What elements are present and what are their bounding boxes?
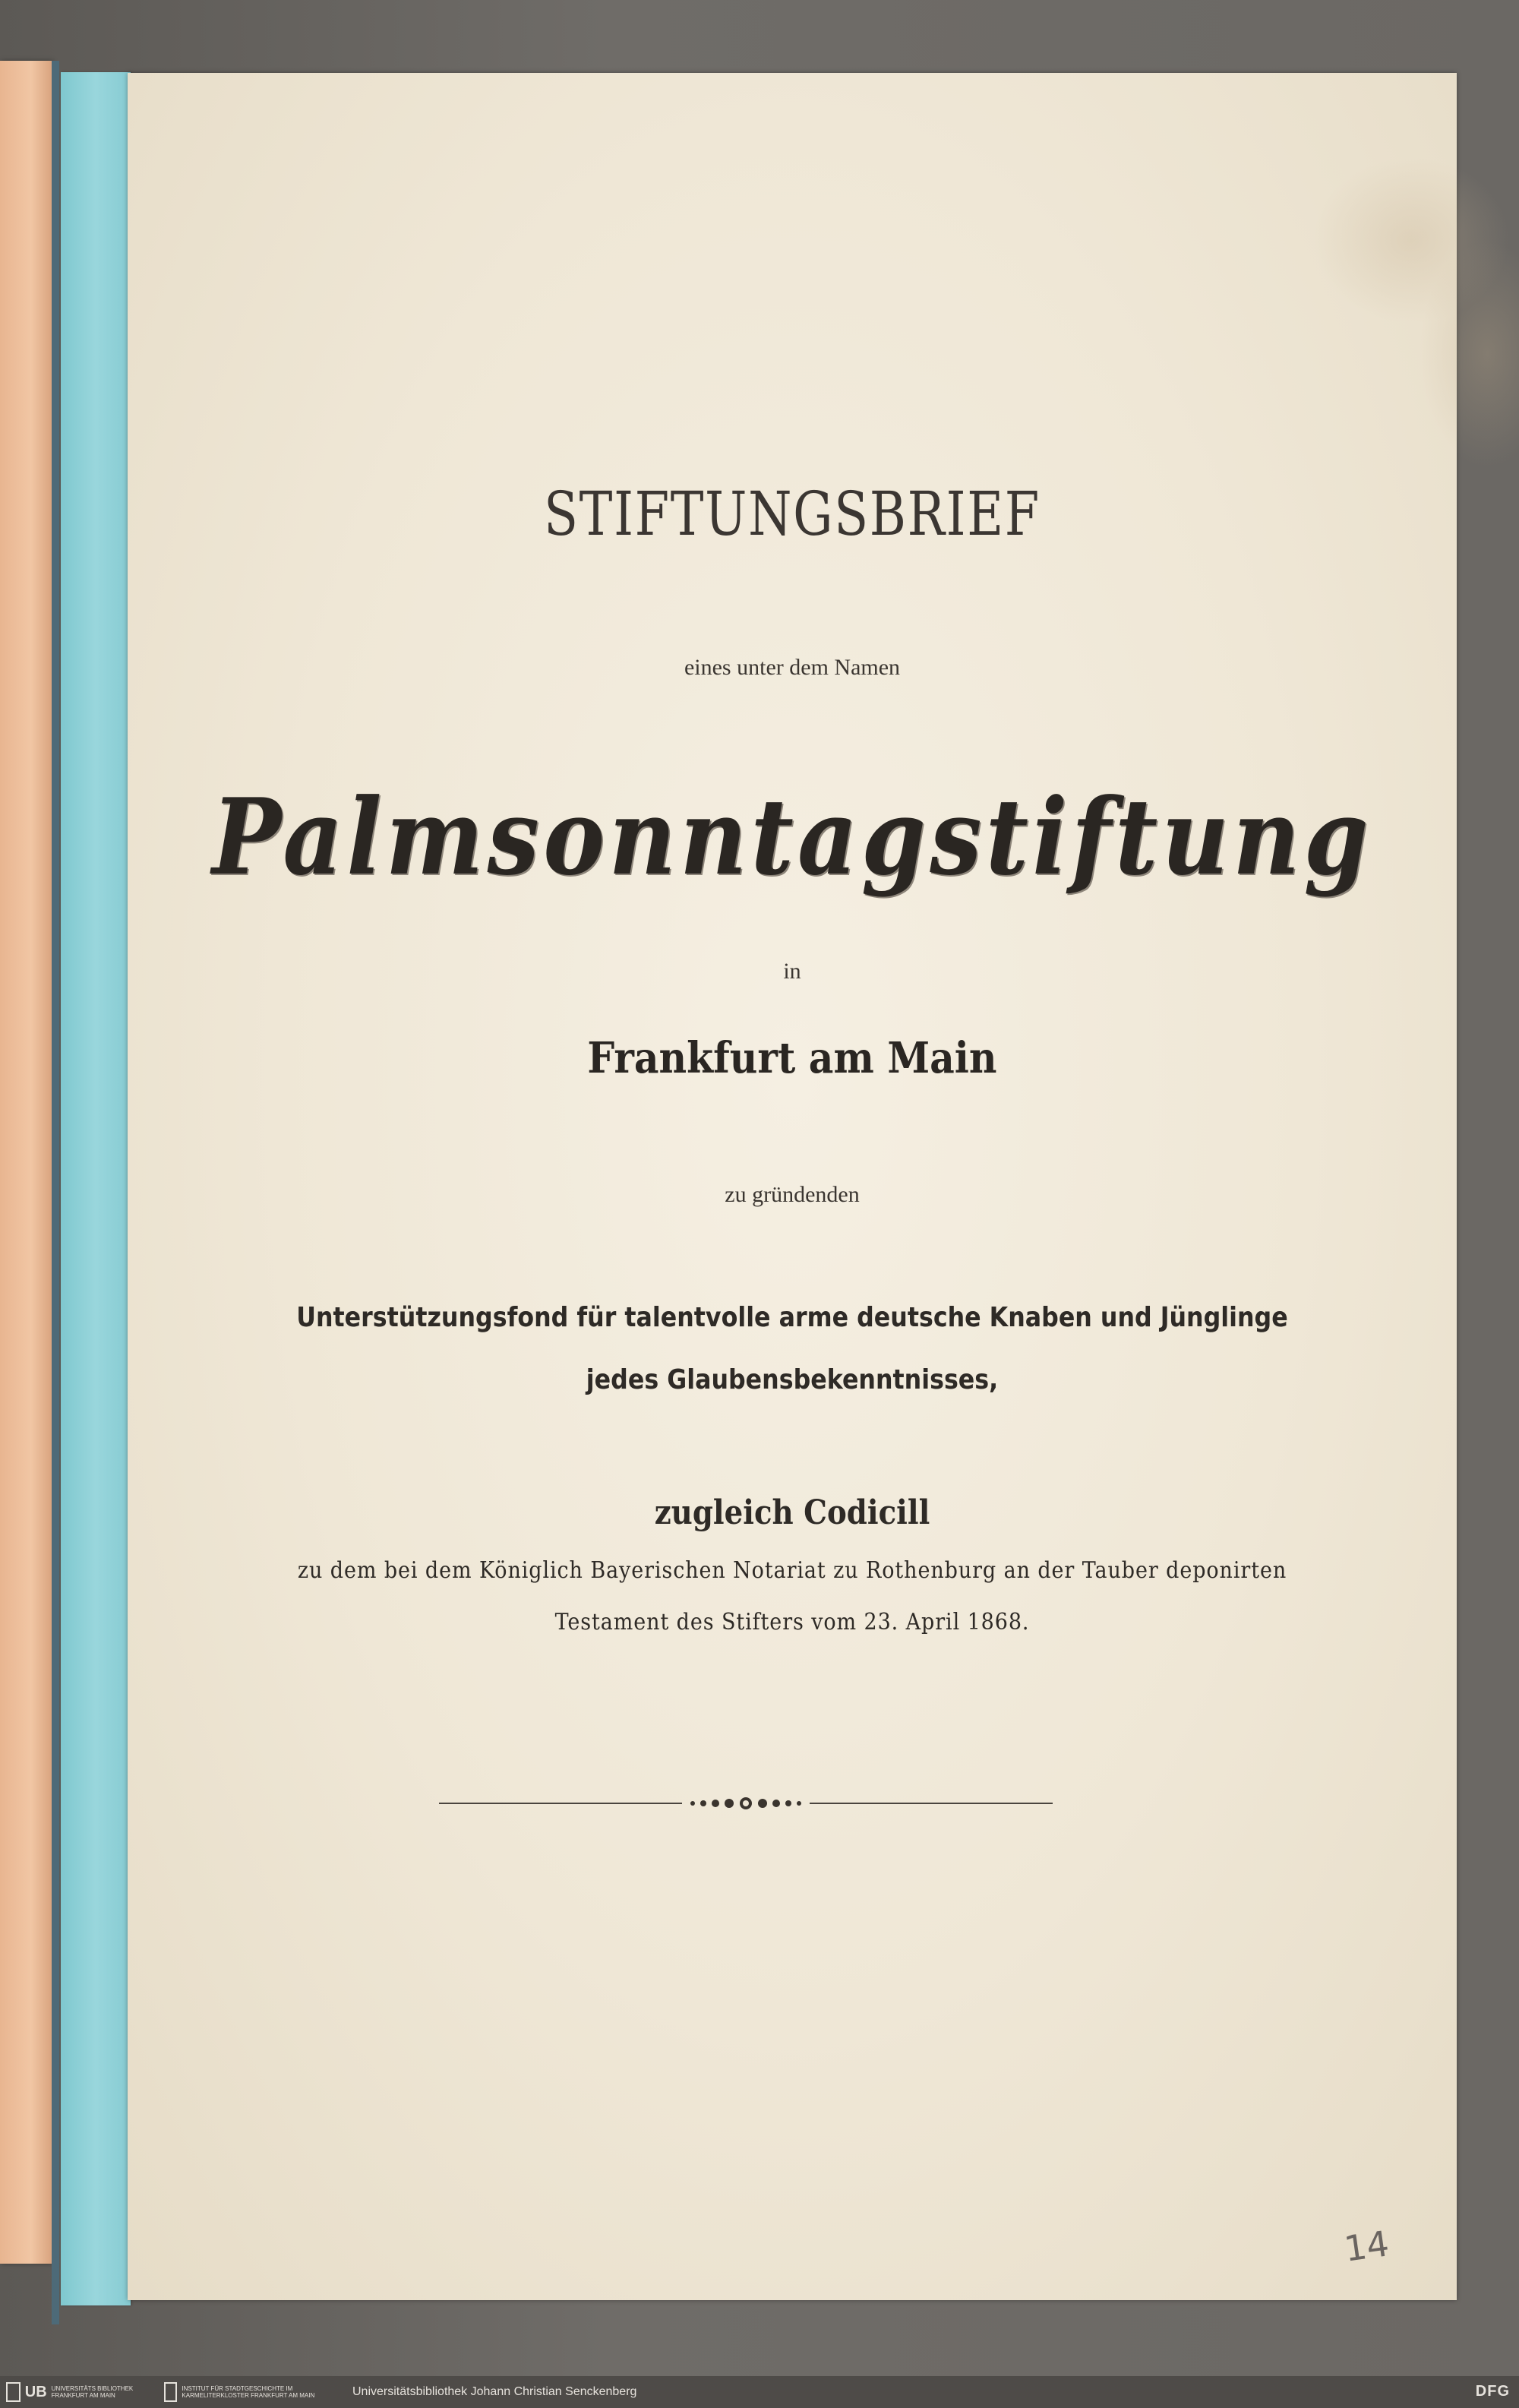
in-line: in (783, 959, 801, 984)
codicill-line-2: Testament des Stifters vom 23. April 1868. (554, 1609, 1030, 1635)
codicill-line-1: zu dem bei dem Königlich Bayerischen Notariat zu Rothenburg an der Tauber deponirten (297, 1557, 1287, 1584)
library-name: Universitätsbibliothek Johann Christian Senckenberg (352, 2385, 637, 2398)
pencil-page-number: 14 (1341, 2223, 1392, 2270)
page-stain (1419, 240, 1519, 468)
ub-logo-icon (6, 2382, 21, 2402)
foundation-name: Palmsonntagstiftung (212, 775, 1372, 899)
blue-spine (61, 72, 131, 2305)
dfg-logo[interactable]: DFG (1475, 2383, 1510, 2400)
cover-left-edge (0, 61, 52, 2264)
document-title: STIFTUNGSBRIEF (544, 479, 1041, 549)
institut-logo-icon (164, 2382, 177, 2402)
ub-logo-subtext: UNIVERSITÄTS BIBLIOTHEK FRANKFURT AM MAIN (51, 2385, 134, 2399)
cover-left-strip (52, 61, 59, 2324)
city-name: Frankfurt am Main (587, 1033, 997, 1083)
codicill-heading: zugleich Codicill (654, 1493, 930, 1532)
ornament-divider (439, 1796, 1053, 1811)
footer-bar (0, 2376, 1519, 2408)
purpose-line-1: Unterstützungsfond für talentvolle arme deutsche Knaben und Jünglinge (296, 1302, 1288, 1333)
gruendenden-line: zu gründenden (725, 1182, 860, 1207)
institut-logo-subtext: INSTITUT FÜR STADTGESCHICHTE IM KARMELITERKLOSTER FRANKFURT AM MAIN (182, 2385, 315, 2399)
institut-logo[interactable] (164, 2382, 331, 2402)
ub-logo-text: UB (24, 2383, 47, 2400)
ub-logo[interactable] (6, 2382, 150, 2402)
purpose-line-2: jedes Glaubensbekenntnisses, (586, 1364, 999, 1395)
subtitle-line: eines unter dem Namen (684, 655, 901, 680)
